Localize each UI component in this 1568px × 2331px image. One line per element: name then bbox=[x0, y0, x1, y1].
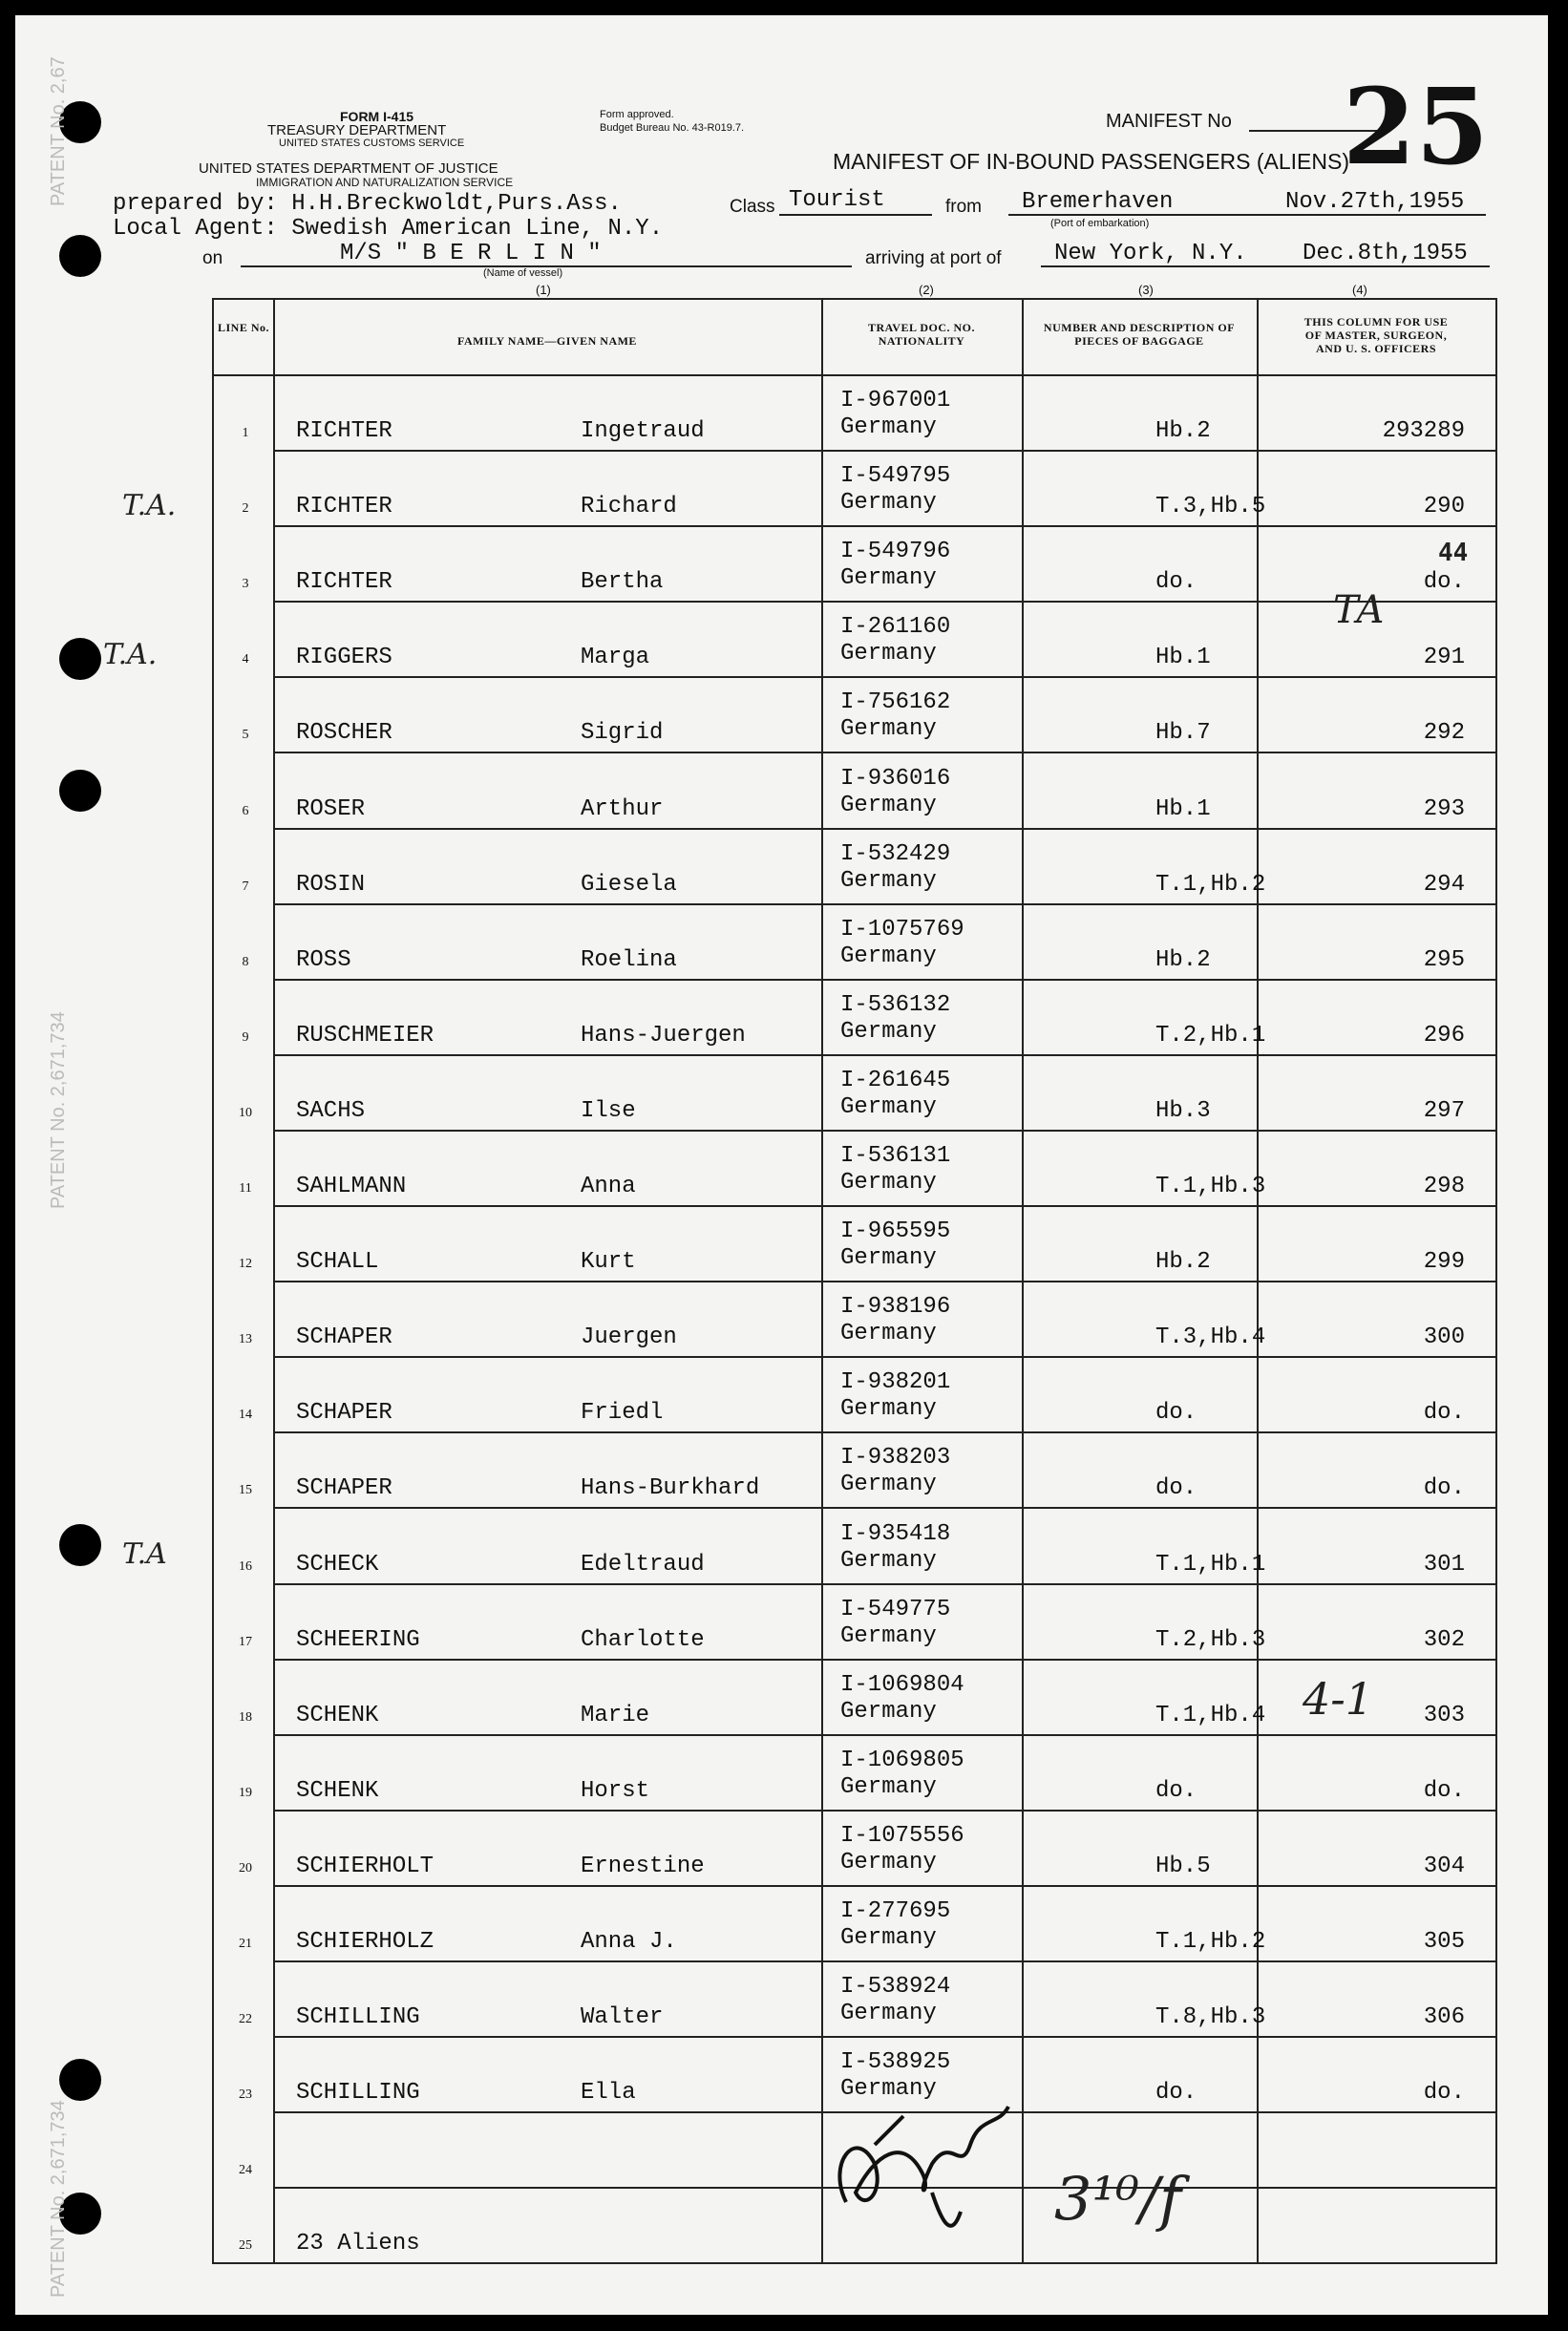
handwritten-mark: T.A. bbox=[122, 489, 177, 522]
family-name: SCHAPER bbox=[296, 1475, 392, 1502]
family-name: SCHILLING bbox=[296, 2004, 420, 2031]
officer-note: 301 bbox=[1423, 1551, 1465, 1578]
arrival-date: Dec.8th,1955 bbox=[1303, 241, 1468, 266]
line-number: 17 bbox=[239, 1634, 252, 1649]
nationality: Germany bbox=[840, 716, 937, 743]
officer-note: do. bbox=[1423, 2080, 1465, 2107]
line-number: 5 bbox=[242, 728, 249, 743]
line-number: 22 bbox=[239, 2012, 252, 2027]
given-name: Marga bbox=[581, 645, 650, 671]
table-row bbox=[214, 376, 1495, 452]
officer-note: 291 bbox=[1423, 645, 1465, 671]
table-row bbox=[214, 1510, 1495, 1585]
baggage: T.2,Hb.3 bbox=[1155, 1626, 1266, 1653]
baggage: T.8,Hb.3 bbox=[1155, 2004, 1266, 2031]
family-name: ROSS bbox=[296, 946, 351, 973]
name-of-vessel-caption: (Name of vessel) bbox=[483, 267, 563, 279]
line-number: 21 bbox=[239, 1937, 252, 1951]
line-number: 10 bbox=[239, 1105, 252, 1120]
family-name: ROSIN bbox=[296, 871, 366, 898]
line-number: 1 bbox=[242, 426, 249, 440]
vessel-name: M/S " B E R L I N " bbox=[340, 241, 602, 266]
family-name: SCHENK bbox=[296, 1702, 379, 1728]
travel-doc-number: I-549795 bbox=[840, 463, 951, 490]
officer-note: 298 bbox=[1423, 1174, 1465, 1199]
travel-doc-number: I-965595 bbox=[840, 1218, 951, 1245]
line-number: 4 bbox=[242, 652, 249, 668]
margin-patent-text: PATENT No. 2,67 bbox=[48, 56, 69, 206]
manifest-page bbox=[15, 15, 1548, 2315]
nationality: Germany bbox=[840, 641, 937, 668]
family-name: SCHENK bbox=[296, 1777, 379, 1804]
travel-doc-number: I-536132 bbox=[840, 991, 951, 1018]
table-row bbox=[214, 1358, 1495, 1433]
family-name: RICHTER bbox=[296, 418, 392, 444]
line-number: 15 bbox=[239, 1483, 252, 1498]
nationality: Germany bbox=[840, 1321, 937, 1347]
line-number: 14 bbox=[239, 1408, 252, 1423]
from-value: Bremerhaven bbox=[1022, 189, 1174, 215]
family-name: SCHIERHOLT bbox=[296, 1853, 434, 1879]
handwritten-mark: 4-1 bbox=[1303, 1673, 1374, 1725]
baggage: T.1,Hb.3 bbox=[1155, 1174, 1266, 1199]
table-row bbox=[214, 981, 1495, 1056]
treasury-dept: TREASURY DEPARTMENT bbox=[267, 122, 447, 138]
given-name: Bertha bbox=[581, 569, 664, 596]
nationality: Germany bbox=[840, 867, 937, 894]
form-approved: Form approved. bbox=[600, 109, 674, 120]
given-name: Juergen bbox=[581, 1324, 677, 1351]
col-header-officers: THIS COLUMN FOR USE OF MASTER, SURGEON, AND U. S. OFFICERS bbox=[1303, 315, 1449, 355]
handwritten-signature bbox=[817, 2049, 1047, 2250]
nationality: Germany bbox=[840, 1472, 937, 1498]
col-header-line-no: LINE No. bbox=[217, 321, 269, 334]
officer-note: do. bbox=[1423, 1400, 1465, 1427]
line-number: 2 bbox=[242, 501, 249, 517]
travel-doc-number: I-935418 bbox=[840, 1520, 951, 1547]
baggage: T.1,Hb.2 bbox=[1155, 871, 1266, 898]
punch-hole bbox=[59, 2059, 101, 2101]
given-name: Marie bbox=[581, 1702, 650, 1728]
given-name: Ella bbox=[581, 2080, 636, 2107]
family-name: SCHEERING bbox=[296, 1626, 420, 1653]
nationality: Germany bbox=[840, 1849, 937, 1875]
customs-service: UNITED STATES CUSTOMS SERVICE bbox=[279, 138, 465, 149]
family-name: SACHS bbox=[296, 1097, 366, 1124]
officer-note: 292 bbox=[1423, 720, 1465, 747]
given-name: Giesela bbox=[581, 871, 677, 898]
travel-doc-number: I-261645 bbox=[840, 1067, 951, 1093]
table-row bbox=[214, 1433, 1495, 1509]
baggage: do. bbox=[1155, 2080, 1197, 2107]
arrival-port: New York, N.Y. bbox=[1054, 241, 1247, 266]
class-label: Class bbox=[730, 197, 775, 217]
baggage: T.3,Hb.5 bbox=[1155, 494, 1266, 520]
nationality: Germany bbox=[840, 414, 937, 440]
officer-note: do. bbox=[1423, 569, 1465, 596]
travel-doc-number: I-549796 bbox=[840, 539, 951, 565]
baggage: T.3,Hb.4 bbox=[1155, 1324, 1266, 1351]
nationality: Germany bbox=[840, 1245, 937, 1272]
col-header-travel-doc: TRAVEL DOC. NO. NATIONALITY bbox=[868, 321, 975, 348]
departure-date: Nov.27th,1955 bbox=[1285, 189, 1465, 215]
table-row bbox=[214, 1132, 1495, 1207]
officer-note: 293 bbox=[1423, 795, 1465, 822]
given-name: Anna bbox=[581, 1174, 636, 1199]
baggage: do. bbox=[1155, 1777, 1197, 1804]
baggage: T.1,Hb.1 bbox=[1155, 1551, 1266, 1578]
travel-doc-number: I-1069804 bbox=[840, 1671, 964, 1698]
from-label: from bbox=[945, 197, 982, 217]
travel-doc-number: I-277695 bbox=[840, 1898, 951, 1924]
given-name: Edeltraud bbox=[581, 1551, 705, 1578]
given-name: Sigrid bbox=[581, 720, 664, 747]
nationality: Germany bbox=[840, 1925, 937, 1951]
nationality: Germany bbox=[840, 1093, 937, 1120]
line-number: 18 bbox=[239, 1709, 252, 1725]
baggage: Hb.1 bbox=[1155, 795, 1211, 822]
nationality: Germany bbox=[840, 1547, 937, 1574]
given-name: Walter bbox=[581, 2004, 664, 2031]
family-name: SCHALL bbox=[296, 1249, 379, 1276]
baggage: Hb.7 bbox=[1155, 720, 1211, 747]
travel-doc-number: I-1069805 bbox=[840, 1747, 964, 1773]
line-number: 6 bbox=[242, 803, 249, 818]
family-name: RUSCHMEIER bbox=[296, 1022, 434, 1049]
given-name: Friedl bbox=[581, 1400, 664, 1427]
line-number: 13 bbox=[239, 1332, 252, 1347]
line-number: 23 bbox=[239, 2087, 252, 2103]
form-number: FORM I-415 bbox=[340, 109, 414, 124]
table-row bbox=[214, 1056, 1495, 1132]
arrival-underline bbox=[1041, 265, 1490, 267]
table-row bbox=[214, 1812, 1495, 1887]
family-name: RIGGERS bbox=[296, 645, 392, 671]
given-name: Hans-Juergen bbox=[581, 1022, 746, 1049]
baggage: Hb.3 bbox=[1155, 1097, 1211, 1124]
travel-doc-number: I-549775 bbox=[840, 1596, 951, 1622]
given-name: Arthur bbox=[581, 795, 664, 822]
nationality: Germany bbox=[840, 792, 937, 818]
baggage: Hb.2 bbox=[1155, 1249, 1211, 1276]
line-number: 16 bbox=[239, 1558, 252, 1574]
given-name: Ernestine bbox=[581, 1853, 705, 1879]
line-number: 19 bbox=[239, 1785, 252, 1800]
officer-note: 294 bbox=[1423, 871, 1465, 898]
officer-note: 304 bbox=[1423, 1853, 1465, 1879]
officer-note: 295 bbox=[1423, 946, 1465, 973]
local-agent: Local Agent: Swedish American Line, N.Y. bbox=[113, 216, 664, 242]
class-underline bbox=[779, 214, 932, 216]
table-row bbox=[214, 527, 1495, 603]
punch-hole bbox=[59, 235, 101, 277]
col-number-1: (1) bbox=[536, 283, 551, 297]
family-name: SCHECK bbox=[296, 1551, 379, 1578]
passenger-table bbox=[212, 298, 1497, 2264]
given-name: Kurt bbox=[581, 1249, 636, 1276]
nationality: Germany bbox=[840, 1622, 937, 1649]
family-name: RICHTER bbox=[296, 494, 392, 520]
family-name: SCHAPER bbox=[296, 1400, 392, 1427]
budget-bureau: Budget Bureau No. 43-R019.7. bbox=[600, 122, 745, 134]
row-rule bbox=[273, 2262, 1495, 2264]
family-name: ROSER bbox=[296, 795, 366, 822]
given-name: Richard bbox=[581, 494, 677, 520]
given-name: Charlotte bbox=[581, 1626, 705, 1653]
family-name: ROSCHER bbox=[296, 720, 392, 747]
handwritten-mark: T.A. bbox=[103, 638, 158, 671]
officer-note: 296 bbox=[1423, 1022, 1465, 1049]
arriving-label: arriving at port of bbox=[865, 248, 1002, 268]
given-name: Ingetraud bbox=[581, 418, 705, 444]
port-of-embarkation-caption: (Port of embarkation) bbox=[1050, 218, 1150, 229]
nationality: Germany bbox=[840, 2001, 937, 2027]
baggage: T.1,Hb.2 bbox=[1155, 1929, 1266, 1955]
family-name: SCHIERHOLZ bbox=[296, 1929, 434, 1955]
officer-note: 300 bbox=[1423, 1324, 1465, 1351]
on-label: on bbox=[202, 248, 223, 268]
travel-doc-number: I-938196 bbox=[840, 1294, 951, 1321]
given-name: Roelina bbox=[581, 946, 677, 973]
prepared-by: prepared by: H.H.Breckwoldt,Purs.Ass. bbox=[113, 191, 622, 217]
travel-doc-number: I-936016 bbox=[840, 765, 951, 792]
officer-note: 303 bbox=[1423, 1702, 1465, 1728]
family-name: SCHAPER bbox=[296, 1324, 392, 1351]
line-number: 7 bbox=[242, 879, 249, 894]
nationality: Germany bbox=[840, 1698, 937, 1725]
nationality: Germany bbox=[840, 1773, 937, 1800]
line-number: 12 bbox=[239, 1257, 252, 1272]
table-row bbox=[214, 1736, 1495, 1812]
table-row bbox=[214, 905, 1495, 981]
baggage: do. bbox=[1155, 569, 1197, 596]
punch-hole bbox=[59, 770, 101, 812]
table-row bbox=[214, 452, 1495, 527]
baggage: T.1,Hb.4 bbox=[1155, 1702, 1266, 1728]
officer-note: 306 bbox=[1423, 2004, 1465, 2031]
col-header-name: FAMILY NAME—GIVEN NAME bbox=[457, 334, 637, 348]
given-name: Anna J. bbox=[581, 1929, 677, 1955]
given-name: Hans-Burkhard bbox=[581, 1475, 760, 1502]
table-row bbox=[214, 830, 1495, 905]
nationality: Germany bbox=[840, 1396, 937, 1423]
class-value: Tourist bbox=[789, 187, 885, 213]
travel-doc-number: I-538925 bbox=[840, 2049, 951, 2076]
officer-note: 299 bbox=[1423, 1249, 1465, 1276]
officer-note: do. bbox=[1423, 1475, 1465, 1502]
travel-doc-number: I-938201 bbox=[840, 1369, 951, 1396]
travel-doc-number: I-938203 bbox=[840, 1445, 951, 1472]
col-number-3: (3) bbox=[1138, 283, 1154, 297]
travel-doc-number: I-1075769 bbox=[840, 916, 964, 943]
family-name: SCHILLING bbox=[296, 2080, 420, 2107]
travel-doc-number: I-536131 bbox=[840, 1143, 951, 1169]
handwritten-mark: T.A bbox=[122, 1537, 167, 1571]
given-name: Horst bbox=[581, 1777, 650, 1804]
nationality: Germany bbox=[840, 565, 937, 592]
table-row bbox=[214, 1962, 1495, 2038]
line-number: 8 bbox=[242, 954, 249, 969]
table-row bbox=[214, 603, 1495, 678]
col-number-4: (4) bbox=[1352, 283, 1367, 297]
baggage: do. bbox=[1155, 1400, 1197, 1427]
handwritten-mark: TA bbox=[1333, 588, 1385, 632]
handwritten-mark: 3¹⁰/f bbox=[1054, 2164, 1181, 2234]
given-name: Ilse bbox=[581, 1097, 636, 1124]
officer-note: 297 bbox=[1423, 1097, 1465, 1124]
travel-doc-number: I-532429 bbox=[840, 840, 951, 867]
table-row bbox=[214, 1585, 1495, 1661]
col-number-2: (2) bbox=[919, 283, 934, 297]
officer-note: 302 bbox=[1423, 1626, 1465, 1653]
col-header-baggage: NUMBER AND DESCRIPTION OF PIECES OF BAGGAGE bbox=[1043, 321, 1236, 348]
family-name: RICHTER bbox=[296, 569, 392, 596]
punch-hole bbox=[59, 638, 101, 680]
manifest-number-handwritten: 25 bbox=[1343, 65, 1490, 188]
justice-dept: UNITED STATES DEPARTMENT OF JUSTICE bbox=[199, 160, 498, 177]
baggage: Hb.1 bbox=[1155, 645, 1211, 671]
punch-hole bbox=[59, 1524, 101, 1566]
line-number: 20 bbox=[239, 1860, 252, 1875]
table-row bbox=[214, 754, 1495, 830]
line-number: 11 bbox=[239, 1181, 252, 1196]
family-name: SAHLMANN bbox=[296, 1174, 407, 1199]
officer-note: 293289 bbox=[1382, 418, 1465, 444]
margin-patent-text: PATENT No. 2,671,734 bbox=[48, 2100, 69, 2298]
nationality: Germany bbox=[840, 2076, 937, 2103]
handwritten-mark: 44 bbox=[1438, 539, 1469, 567]
travel-doc-number: I-1075556 bbox=[840, 1822, 964, 1849]
baggage: Hb.2 bbox=[1155, 946, 1211, 973]
travel-doc-number: I-538924 bbox=[840, 1974, 951, 2001]
table-row bbox=[214, 1207, 1495, 1282]
line-number: 3 bbox=[242, 577, 249, 592]
table-row bbox=[214, 678, 1495, 753]
nationality: Germany bbox=[840, 1170, 937, 1196]
baggage: Hb.5 bbox=[1155, 1853, 1211, 1879]
officer-note: do. bbox=[1423, 1777, 1465, 1804]
margin-patent-text: PATENT No. 2,671,734 bbox=[48, 1011, 69, 1209]
nationality: Germany bbox=[840, 943, 937, 969]
line-number: 24 bbox=[239, 2163, 252, 2178]
table-row bbox=[214, 1887, 1495, 1962]
officer-note: 290 bbox=[1423, 494, 1465, 520]
line-number: 9 bbox=[242, 1029, 249, 1045]
travel-doc-number: I-756162 bbox=[840, 689, 951, 716]
baggage: Hb.2 bbox=[1155, 418, 1211, 444]
travel-doc-number: I-261160 bbox=[840, 614, 951, 641]
manifest-title: MANIFEST OF IN-BOUND PASSENGERS (ALIENS) bbox=[833, 149, 1350, 174]
manifest-no-label: MANIFEST No bbox=[1106, 111, 1232, 132]
travel-doc-number: I-967001 bbox=[840, 388, 951, 413]
baggage: T.2,Hb.1 bbox=[1155, 1022, 1266, 1049]
line-number: 25 bbox=[239, 2238, 252, 2254]
nationality: Germany bbox=[840, 1018, 937, 1045]
immigration-service: IMMIGRATION AND NATURALIZATION SERVICE bbox=[256, 176, 514, 189]
family-name: 23 Aliens bbox=[296, 2231, 420, 2257]
nationality: Germany bbox=[840, 490, 937, 517]
table-row bbox=[214, 1282, 1495, 1358]
officer-note: 305 bbox=[1423, 1929, 1465, 1955]
baggage: do. bbox=[1155, 1475, 1197, 1502]
